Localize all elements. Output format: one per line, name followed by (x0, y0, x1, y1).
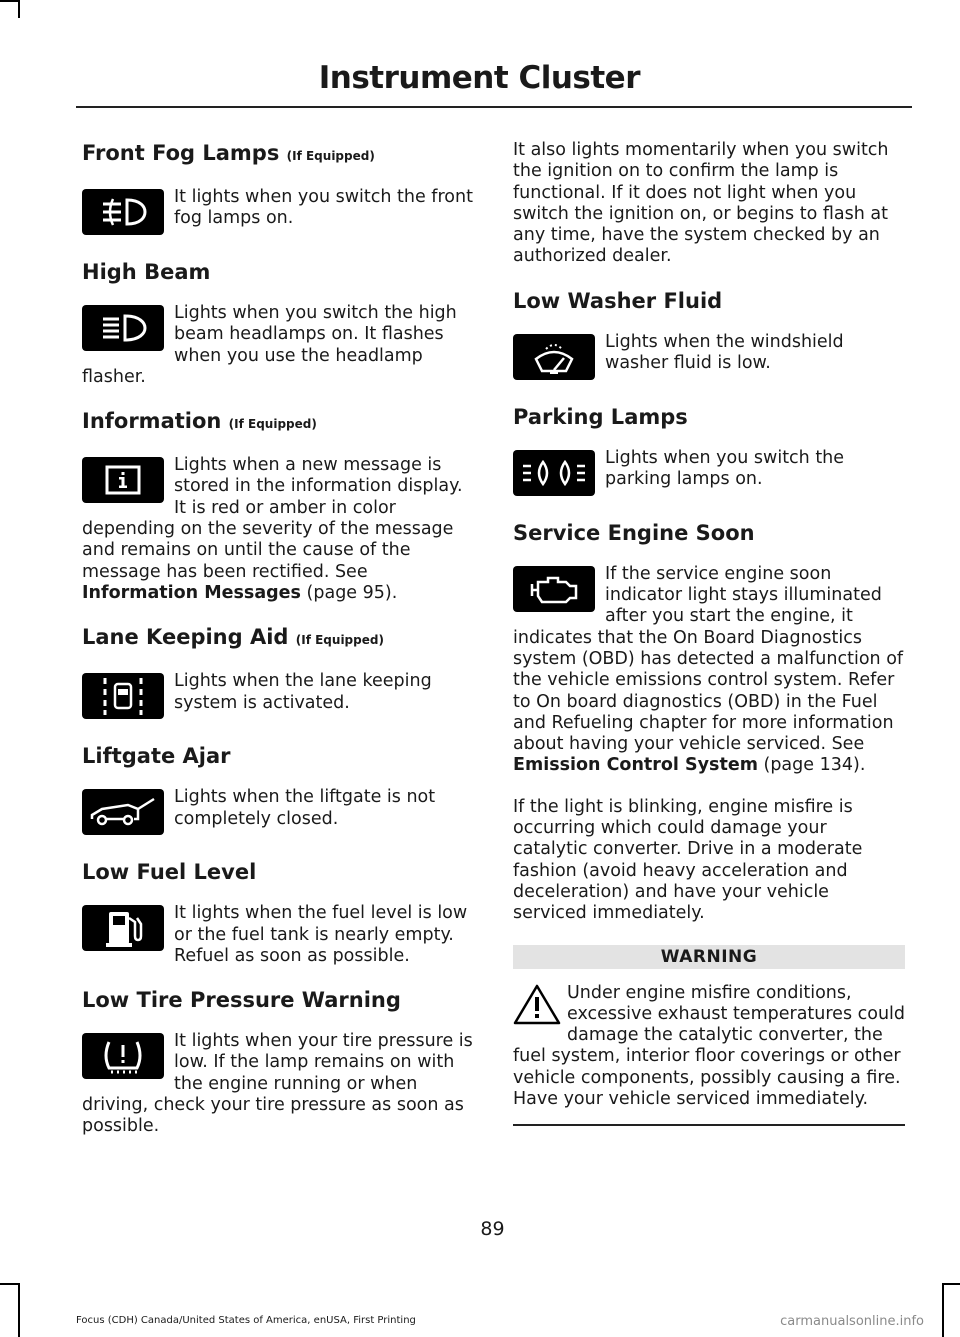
page-reference: (page 134). (757, 755, 866, 776)
right-column (513, 140, 905, 1126)
misfire-paragraph (513, 797, 905, 925)
section-title (82, 140, 474, 169)
crop-mark (0, 1283, 18, 1285)
intro-paragraph (513, 140, 905, 268)
description: Lights when the windshield washer fluid is low. (605, 331, 844, 374)
fuel-pump-icon (82, 905, 164, 951)
page-title: Instrument Cluster (318, 60, 640, 96)
description: It lights when your tire pressure is low. If the lamp remains on with the engine running or when driving, check your tire pressure as soon as possible. (82, 1031, 473, 1137)
warning-header: WARNING (513, 945, 905, 969)
section-title (82, 408, 474, 437)
parking-lamps-section (513, 404, 905, 500)
liftgate-ajar-section (82, 743, 474, 839)
section-title-text: Front Fog Lamps (82, 141, 280, 165)
washer-fluid-section (513, 288, 905, 384)
page-number: 89 (480, 1218, 505, 1240)
page-reference: (page 95). (300, 582, 398, 603)
description: Lights when you switch the parking lamps on. (605, 447, 845, 490)
watermark: carmanualsonline.info (780, 1314, 924, 1329)
left-column (82, 140, 474, 1158)
section-title: Low Fuel Level (82, 860, 257, 885)
warning-block (513, 983, 905, 1111)
section-title: Low Washer Fluid (513, 288, 723, 313)
if-equipped-label: (If Equipped) (295, 633, 384, 648)
high-beam-icon (82, 305, 164, 351)
fog-lamps-section (82, 140, 474, 239)
washer-fluid-icon (513, 334, 595, 380)
lane-keeping-icon (82, 673, 164, 719)
description: It lights when the fuel level is low or the fuel tank is nearly empty. Refuel as soon as possible. (174, 903, 468, 966)
lane-keeping-section (82, 624, 474, 723)
crop-mark (942, 1283, 960, 1285)
misfire-text: If the light is blinking, engine misfire is occurring which could damage your catalytic converter. Drive in a moderate fashion (avoid heavy acceleration and deceleration) and have your vehicle serviced immediately. (513, 796, 863, 924)
warning-divider (513, 1124, 905, 1126)
section-title-text: Information (82, 409, 222, 434)
tire-pressure-section (82, 987, 474, 1137)
description: Lights when you switch the high beam headlamps on. It flashes when you use the headlamp flasher. (82, 303, 457, 387)
warning-triangle-icon (513, 983, 565, 1029)
low-fuel-section (82, 859, 474, 967)
publication-info: Focus (CDH) Canada/United States of America, enUSA, First Printing (76, 1315, 416, 1326)
section-title-text: Lane Keeping Aid (82, 625, 289, 650)
description-text: Lights when a new message is stored in the information display. It is red or amber in color depending on the severity of the message and remains on until the cause of the message has been rectified. See (82, 455, 463, 582)
emission-control-link[interactable]: Emission Control System (513, 755, 758, 776)
section-title: Liftgate Ajar (82, 744, 231, 769)
description: Lights when the lane keeping system is activated. (174, 671, 432, 713)
section-title: Low Tire Pressure Warning (82, 988, 401, 1013)
section-title (82, 624, 474, 653)
if-equipped-label: (If Equipped) (228, 417, 317, 432)
section-title: Parking Lamps (513, 404, 688, 429)
information-icon (82, 457, 164, 503)
fog-lamp-icon (82, 189, 164, 235)
crop-mark (18, 1283, 20, 1337)
crop-mark (942, 1283, 944, 1337)
header-divider (76, 106, 912, 108)
if-equipped-label: (If Equipped) (286, 149, 375, 163)
tire-pressure-icon (82, 1033, 164, 1079)
high-beam-section (82, 259, 474, 388)
information-messages-link[interactable]: Information Messages (82, 582, 301, 603)
crop-mark (18, 0, 20, 18)
warning-text: Under engine misfire conditions, excessive exhaust temperatures could damage the catalytic converter, the fuel system, interior floor coverings or other vehicle components, possibly causing a fire. Have your vehicle serviced immediately. (513, 982, 906, 1110)
description-text: If the service engine soon indicator light stays illuminated after you start the engine, it indicates that the On Board Diagnostics system (OBD) has detected a malfunction of the vehicle emissions control system. Refer to On board diagnostics (OBD) in the Fuel and Refueling chapter for more information about having your vehicle serviced. See (513, 563, 904, 755)
liftgate-ajar-icon (82, 789, 164, 835)
section-title: High Beam (82, 260, 211, 284)
description: It lights when you switch the front fog lamps on. (174, 187, 473, 229)
service-engine-section (513, 520, 905, 777)
section-title: Service Engine Soon (513, 520, 755, 545)
intro-text: It also lights momentarily when you switch the ignition on to confirm the lamp is functional. If it does not light when you switch the ignition on, or begins to flash at any time, have the system checked by an authorized dealer. (513, 140, 889, 267)
crop-mark (0, 0, 18, 2)
parking-lamps-icon (513, 450, 595, 496)
description: Lights when the liftgate is not completely closed. (174, 787, 436, 829)
information-section (82, 408, 474, 604)
check-engine-icon (513, 566, 595, 612)
